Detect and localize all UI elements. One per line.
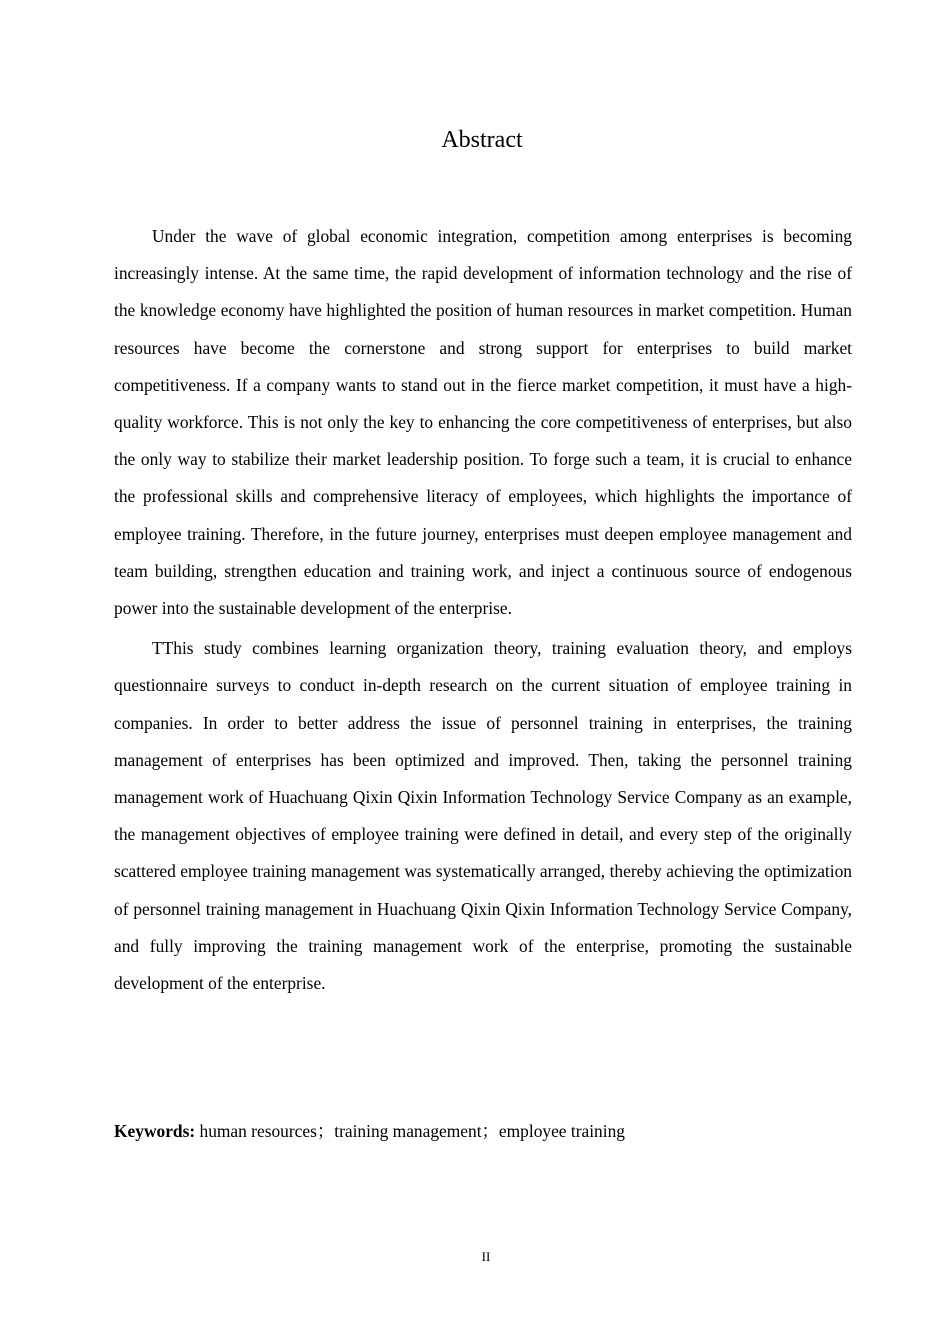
abstract-body bbox=[114, 218, 852, 1002]
keywords-line bbox=[114, 1116, 852, 1146]
keywords-text: human resources；training management；employee training bbox=[195, 1121, 625, 1141]
page-title: Abstract bbox=[441, 127, 523, 153]
abstract-paragraph-1: Under the wave of global economic integration, competition among enterprises is becoming increasingly intense. At the same time, the rapid development of information technology and the rise of the knowledge economy have highlighted the position of human resources in market competition. Human resources have become the cornerstone and strong support for enterprises to build market competitiveness. If a company wants to stand out in the fierce market competition, it must have a high-quality workforce. This is not only the key to enhancing the core competitiveness of enterprises, but also the only way to stabilize their market leadership position. To forge such a team, it is crucial to enhance the professional skills and comprehensive literacy of employees, which highlights the importance of employee training. Therefore, in the future journey, enterprises must deepen employee management and team building, strengthen education and training work, and inject a continuous source of endogenous power into the sustainable development of the enterprise. bbox=[114, 226, 852, 619]
abstract-paragraph-2: TThis study combines learning organization theory, training evaluation theory, and employs questionnaire surveys to conduct in-depth research on the current situation of employee training in companies. In order to better address the issue of personnel training in enterprises, the training management of enterprises has been optimized and improved. Then, taking the personnel training management work of Huachuang Qixin Qixin Information Technology Service Company as an example, the management objectives of employee training were defined in detail, and every step of the originally scattered employee training management was systematically arranged, thereby achieving the optimization of personnel training management in Huachuang Qixin Qixin Information Technology Service Company, and fully improving the training management work of the enterprise, promoting the sustainable development of the enterprise. bbox=[114, 638, 852, 994]
keywords-label: Keywords: bbox=[114, 1121, 196, 1141]
page-number: II bbox=[481, 1249, 491, 1264]
